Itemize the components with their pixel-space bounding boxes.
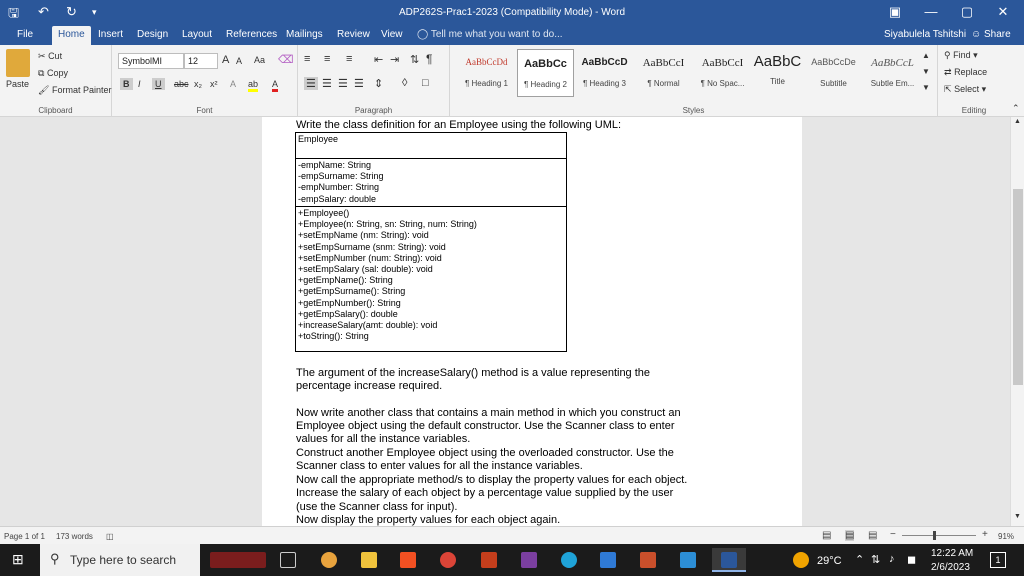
ribbon-tabs <box>0 26 1024 45</box>
style-subtle-emphasis[interactable]: AaBbCcL Subtle Em... <box>870 57 915 88</box>
app-icon[interactable] <box>321 552 337 568</box>
save-icon[interactable]: 🖫 <box>8 5 20 20</box>
styles-scroll-down-icon[interactable]: ▼ <box>922 67 930 76</box>
borders-icon[interactable]: □ <box>422 77 429 89</box>
read-mode-icon[interactable]: ▤ <box>822 530 832 541</box>
document-area <box>0 117 1010 526</box>
zoom-level[interactable]: 91% <box>998 532 1015 541</box>
web-layout-icon[interactable]: ▤ <box>868 530 878 541</box>
scrollbar-thumb[interactable] <box>1013 189 1023 385</box>
cursor-icon: ⇱ <box>944 84 952 94</box>
intro-text: Write the class definition for an Employee using the following UML: <box>296 119 622 131</box>
change-case-button[interactable]: Aa <box>254 55 266 65</box>
bullets-icon[interactable]: ≡ <box>304 53 311 65</box>
find-button[interactable]: ⚲ Find ▾ <box>944 50 978 60</box>
tell-me-text: Tell me what you want to do... <box>430 29 563 40</box>
paragraph-2-line-1: Now write another class that contains a main method in which you construct an <box>296 407 681 419</box>
share-button[interactable] <box>971 29 1011 40</box>
uml-methods: +Employee() +Employee(n: String, sn: String, num: String) +setEmpName (nm: String): void +setEmpSurname (snm: String): void +setEmpNumber (num: String): void +setEmpSalary (sal: double): void +getEmpName(): String +getEmpSurname(): String +getEmpNumber(): String +getEmpSalary(): double +increaseSalary(amt: double): void +toString(): String <box>295 206 567 352</box>
lunar-new-year-icon[interactable] <box>210 552 266 568</box>
media-player-icon[interactable] <box>680 552 696 568</box>
paste-button[interactable]: Paste <box>6 79 30 89</box>
page-count[interactable]: Page 1 of 1 <box>4 532 45 541</box>
edge-icon[interactable] <box>561 552 577 568</box>
user-name[interactable]: Siyabulela Tshitshi <box>884 29 967 40</box>
share-label: Share <box>984 29 1011 40</box>
app-icon-3[interactable] <box>640 552 656 568</box>
scissors-icon: ✂ <box>38 51 46 61</box>
collapse-ribbon-icon[interactable]: ⌃ <box>1012 103 1020 113</box>
minimize-button[interactable]: — <box>924 4 938 19</box>
style-no-spacing[interactable]: AaBbCcI ¶ No Spac... <box>700 57 745 88</box>
clipboard-group <box>0 45 112 117</box>
paragraph-1-line-1: The argument of the increaseSalary() method is a value representing the <box>296 367 651 379</box>
volume-icon[interactable]: ♪ <box>889 553 895 565</box>
font-size-box[interactable]: 12 <box>184 53 218 69</box>
tab-layout[interactable]: Layout <box>182 29 213 40</box>
justify-icon[interactable]: ☰ <box>354 78 364 90</box>
style-normal[interactable]: AaBbCcI ¶ Normal <box>642 57 685 88</box>
style-heading-2[interactable]: AaBbCc ¶ Heading 2 <box>517 49 574 97</box>
scroll-down-icon[interactable]: ▼ <box>1014 513 1021 520</box>
magnifier-icon: ⚲ <box>944 50 951 60</box>
customize-quick-access-icon[interactable]: ▾ <box>92 7 97 17</box>
file-explorer-icon[interactable] <box>361 552 377 568</box>
paragraph-2-line-2: Employee object using the default constructor. Use the Scanner class to enter <box>296 420 675 432</box>
word-logo-icon <box>721 552 737 568</box>
store-icon[interactable] <box>400 552 416 568</box>
cut-button[interactable]: ✂ Cut <box>38 51 63 61</box>
lightbulb-icon: ◯ <box>417 29 429 40</box>
vertical-scrollbar[interactable] <box>1010 117 1024 526</box>
italic-button[interactable]: I <box>138 79 141 89</box>
align-center-icon[interactable]: ☰ <box>322 78 332 90</box>
paragraph-2-line-6: Now call the appropriate method/s to display the property values for each object. <box>296 474 688 486</box>
close-button[interactable]: ✕ <box>997 4 1009 19</box>
style-title[interactable]: AaBbC Title <box>753 53 802 86</box>
text-effects-button[interactable]: A <box>230 79 237 89</box>
person-icon: ☺ <box>971 29 982 40</box>
restore-button[interactable]: ▢ <box>960 4 974 19</box>
windows-start-icon[interactable]: ⊞ <box>12 551 24 567</box>
paragraph-group <box>298 45 450 117</box>
clear-formatting-icon[interactable]: ⌫ <box>278 54 294 66</box>
tab-references[interactable]: References <box>226 29 278 40</box>
clock-time[interactable]: 12:22 AM <box>931 548 974 559</box>
styles-group <box>450 45 938 117</box>
scroll-up-icon[interactable]: ▲ <box>1014 118 1021 125</box>
tell-me-box[interactable] <box>417 29 563 40</box>
align-right-icon[interactable]: ☰ <box>338 78 348 90</box>
paragraph-2-line-7: Increase the salary of each object by a percentage value supplied by the user <box>296 487 674 499</box>
paragraph-1-line-2: percentage increase required. <box>296 380 443 392</box>
styles-scroll-up-icon[interactable]: ▲ <box>922 51 930 60</box>
numbering-icon[interactable]: ≡ <box>324 53 331 65</box>
tab-design[interactable]: Design <box>137 29 169 40</box>
proofing-icon[interactable]: ◫ <box>106 532 114 541</box>
word-count[interactable]: 173 words <box>56 532 93 541</box>
window-title: ADP262S-Prac1-2023 (Compatibility Mode) - Word <box>398 7 625 18</box>
replace-button[interactable]: ⇄ Replace <box>944 67 988 77</box>
paragraph-2-line-4: Construct another Employee object using the overloaded constructor. Use the <box>296 447 674 459</box>
decrease-indent-icon[interactable]: ⇤ <box>374 54 384 66</box>
redo-icon[interactable]: ↻ <box>66 4 77 19</box>
superscript-button[interactable]: x² <box>210 79 218 89</box>
shrink-font-button[interactable]: A <box>236 56 243 66</box>
select-button[interactable]: ⇱ Select ▾ <box>944 84 987 94</box>
replace-icon: ⇄ <box>944 67 952 77</box>
paragraph-2-line-5: Scanner class to enter values for all the instance variables. <box>296 460 583 472</box>
title-bar <box>0 0 1024 26</box>
underline-button[interactable]: U <box>152 78 165 90</box>
styles-more-icon[interactable]: ▼ <box>922 83 930 92</box>
copy-icon: ⧉ <box>38 68 45 78</box>
tab-view[interactable]: View <box>381 29 403 40</box>
strikethrough-button[interactable]: abc <box>174 79 189 89</box>
style-subtitle[interactable]: AaBbCcDe Subtitle <box>811 57 856 88</box>
paragraph-2-line-8: (use the Scanner class for input). <box>296 501 458 513</box>
task-view-icon[interactable] <box>280 552 296 568</box>
copy-button[interactable]: ⧉ Copy <box>38 68 68 78</box>
ribbon-display-options-icon[interactable]: ▣ <box>888 4 902 19</box>
pilcrow-icon[interactable]: ¶ <box>426 52 433 66</box>
font-label: Font <box>196 106 213 115</box>
status-bar <box>0 526 1024 544</box>
paintbrush-icon: 🖌 <box>38 85 50 95</box>
ribbon <box>0 45 1024 117</box>
style-heading-3[interactable]: AaBbCcD ¶ Heading 3 <box>581 57 628 88</box>
styles-label: Styles <box>682 106 705 115</box>
clipboard-label: Clipboard <box>38 106 73 115</box>
zoom-slider-thumb[interactable] <box>933 531 936 540</box>
grow-font-button[interactable]: A <box>222 54 230 66</box>
font-color-button[interactable]: A <box>272 79 278 92</box>
line-spacing-icon[interactable]: ⇕ <box>374 78 384 90</box>
word-taskbar-icon[interactable] <box>712 548 746 572</box>
notifications-icon[interactable]: 1 <box>990 552 1006 568</box>
paragraph-2-line-9: Now display the property values for each object again. <box>296 514 561 526</box>
app-icon-2[interactable] <box>521 552 537 568</box>
tray-overflow-icon[interactable]: ⌃ <box>855 554 865 566</box>
undo-icon[interactable]: ↶ <box>38 4 49 19</box>
taskbar-search[interactable] <box>40 544 200 576</box>
weather-icon[interactable] <box>793 552 809 568</box>
style-heading-1[interactable]: AaBbCcDd ¶ Heading 1 <box>465 57 508 88</box>
highlight-button[interactable]: ab <box>248 79 258 92</box>
font-group <box>112 45 298 117</box>
chrome-icon[interactable] <box>440 552 456 568</box>
print-layout-icon[interactable]: ▤ <box>845 530 855 541</box>
font-name-box[interactable]: SymbolMI <box>118 53 184 69</box>
multilevel-list-icon[interactable]: ≡ <box>346 53 353 65</box>
paragraph-2-line-3: values for all the instance variables. <box>296 433 471 445</box>
temperature[interactable]: 29°C <box>817 555 842 567</box>
search-placeholder: Type here to search <box>70 553 177 567</box>
subscript-button[interactable]: x₂ <box>194 79 202 89</box>
paste-icon[interactable] <box>6 49 30 77</box>
tab-home[interactable]: Home <box>52 26 91 45</box>
clock-date[interactable]: 2/6/2023 <box>931 562 970 573</box>
paragraph-label: Paragraph <box>354 106 393 115</box>
tab-mailings[interactable]: Mailings <box>286 29 323 40</box>
align-left-icon[interactable]: ☰ <box>306 78 316 90</box>
sort-icon[interactable]: ⇅ <box>410 54 420 66</box>
network-icon[interactable]: ⇅ <box>871 554 881 566</box>
shading-icon[interactable]: ◊ <box>402 77 408 89</box>
uml-class-name: Employee <box>295 132 567 158</box>
editing-group <box>938 45 1010 117</box>
increase-indent-icon[interactable]: ⇥ <box>390 54 400 66</box>
bold-button[interactable]: B <box>120 78 133 90</box>
powerpoint-icon[interactable] <box>481 552 497 568</box>
format-painter-button[interactable]: 🖌 Format Painter <box>38 85 112 95</box>
mail-icon[interactable] <box>600 552 616 568</box>
zoom-slider[interactable] <box>902 535 976 536</box>
document-page[interactable] <box>262 117 802 526</box>
tab-insert[interactable]: Insert <box>98 29 124 40</box>
zoom-out-button[interactable]: − <box>890 529 896 540</box>
tab-file[interactable]: File <box>17 29 34 40</box>
taskbar <box>0 544 1024 576</box>
search-icon: ⚲ <box>50 551 60 566</box>
uml-fields: -empName: String -empSurname: String -empNumber: String -empSalary: double <box>295 158 567 206</box>
wifi-icon[interactable]: ◼ <box>907 554 917 566</box>
editing-label: Editing <box>961 106 987 115</box>
tab-review[interactable]: Review <box>337 29 370 40</box>
zoom-in-button[interactable]: + <box>982 529 988 540</box>
